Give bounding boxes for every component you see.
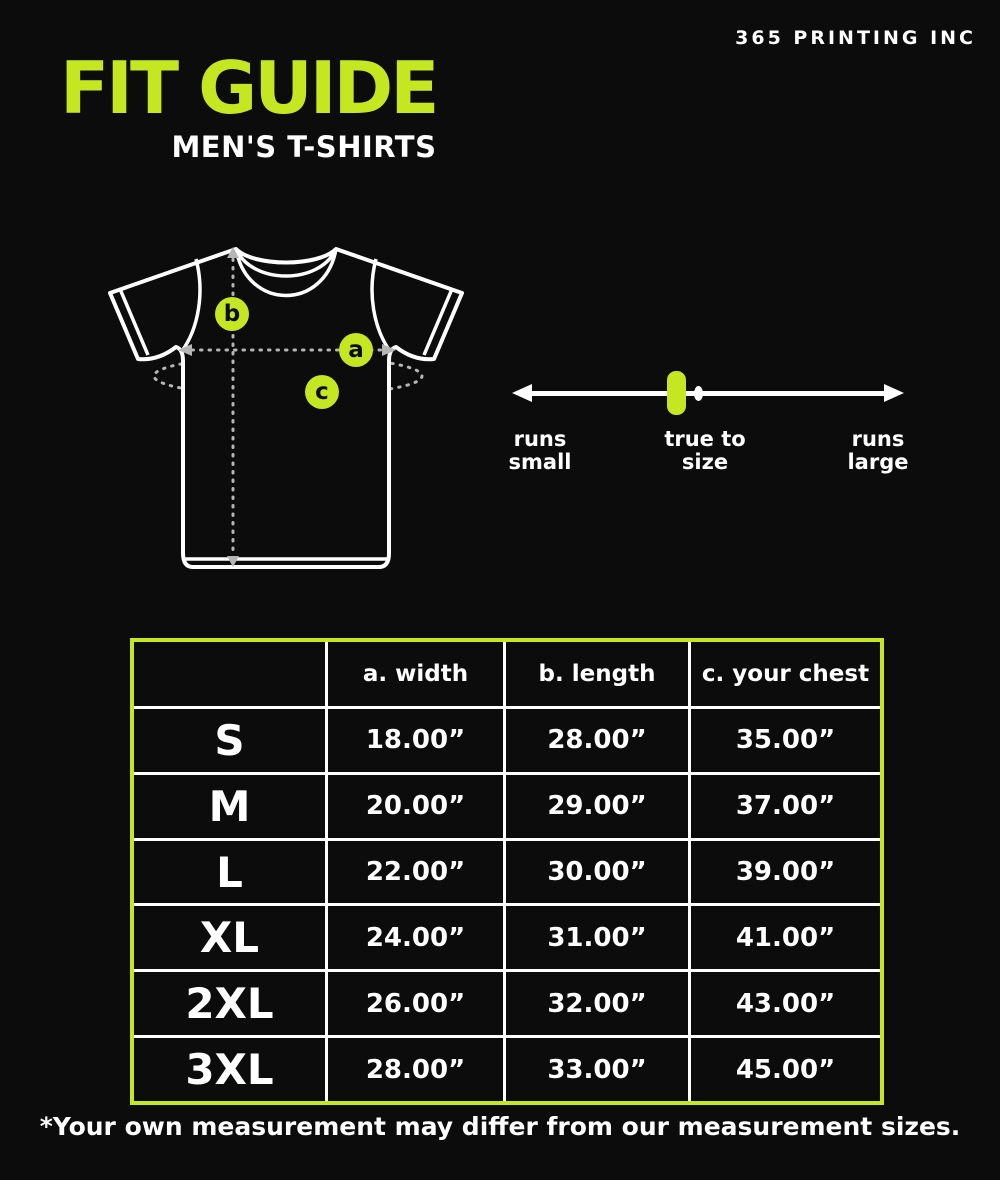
size-table-corner-cell: [134, 642, 325, 706]
size-table-header-chest: c. your chest: [691, 642, 880, 706]
fit-scale-line: [524, 391, 888, 396]
size-label: XL: [134, 906, 325, 969]
marker-length-letter: b: [223, 300, 241, 327]
size-label: 3XL: [134, 1038, 325, 1101]
marker-length: [215, 297, 249, 331]
width-value: 24.00”: [328, 906, 503, 969]
brand-name: 365 PRINTING INC: [735, 27, 976, 49]
size-label: 2XL: [134, 972, 325, 1035]
marker-width: [339, 333, 373, 367]
tshirt-measurement-diagram: [50, 233, 480, 588]
title-block: [60, 46, 437, 164]
length-value: 30.00”: [506, 841, 688, 904]
chest-value: 35.00”: [691, 709, 880, 772]
size-table-header-length: b. length: [506, 642, 688, 706]
marker-chest: [305, 375, 339, 409]
fit-scale-label-true-to-size: true to size: [664, 427, 746, 475]
width-value: 20.00”: [328, 775, 503, 838]
size-table: [130, 638, 884, 1105]
length-value: 32.00”: [506, 972, 688, 1035]
fit-scale-label-runs-large: runs large: [847, 427, 909, 475]
marker-width-letter: a: [348, 336, 364, 363]
page-title: FIT GUIDE: [60, 46, 437, 130]
chest-value: 43.00”: [691, 972, 880, 1035]
length-value: 28.00”: [506, 709, 688, 772]
fit-scale-arrow-left-icon: [512, 384, 532, 402]
width-value: 28.00”: [328, 1038, 503, 1101]
length-value: 31.00”: [506, 906, 688, 969]
size-label: M: [134, 775, 325, 838]
fit-scale-marker: [667, 371, 686, 415]
size-label: S: [134, 709, 325, 772]
fit-scale-dot-icon: [694, 386, 703, 401]
fit-scale-arrow-right-icon: [884, 384, 904, 402]
chest-value: 41.00”: [691, 906, 880, 969]
chest-value: 37.00”: [691, 775, 880, 838]
tshirt-outline-svg: [50, 233, 480, 588]
chest-value: 39.00”: [691, 841, 880, 904]
width-value: 22.00”: [328, 841, 503, 904]
width-value: 18.00”: [328, 709, 503, 772]
fit-scale: [500, 355, 960, 495]
measurement-disclaimer: *Your own measurement may differ from our measurement sizes.: [39, 1112, 961, 1141]
width-value: 26.00”: [328, 972, 503, 1035]
chest-value: 45.00”: [691, 1038, 880, 1101]
fit-scale-label-runs-small: runs small: [508, 427, 572, 475]
length-value: 29.00”: [506, 775, 688, 838]
size-table-header-width: a. width: [328, 642, 503, 706]
page-subtitle: MEN'S T-SHIRTS: [171, 130, 437, 164]
size-label: L: [134, 841, 325, 904]
marker-chest-letter: c: [315, 378, 329, 405]
length-value: 33.00”: [506, 1038, 688, 1101]
